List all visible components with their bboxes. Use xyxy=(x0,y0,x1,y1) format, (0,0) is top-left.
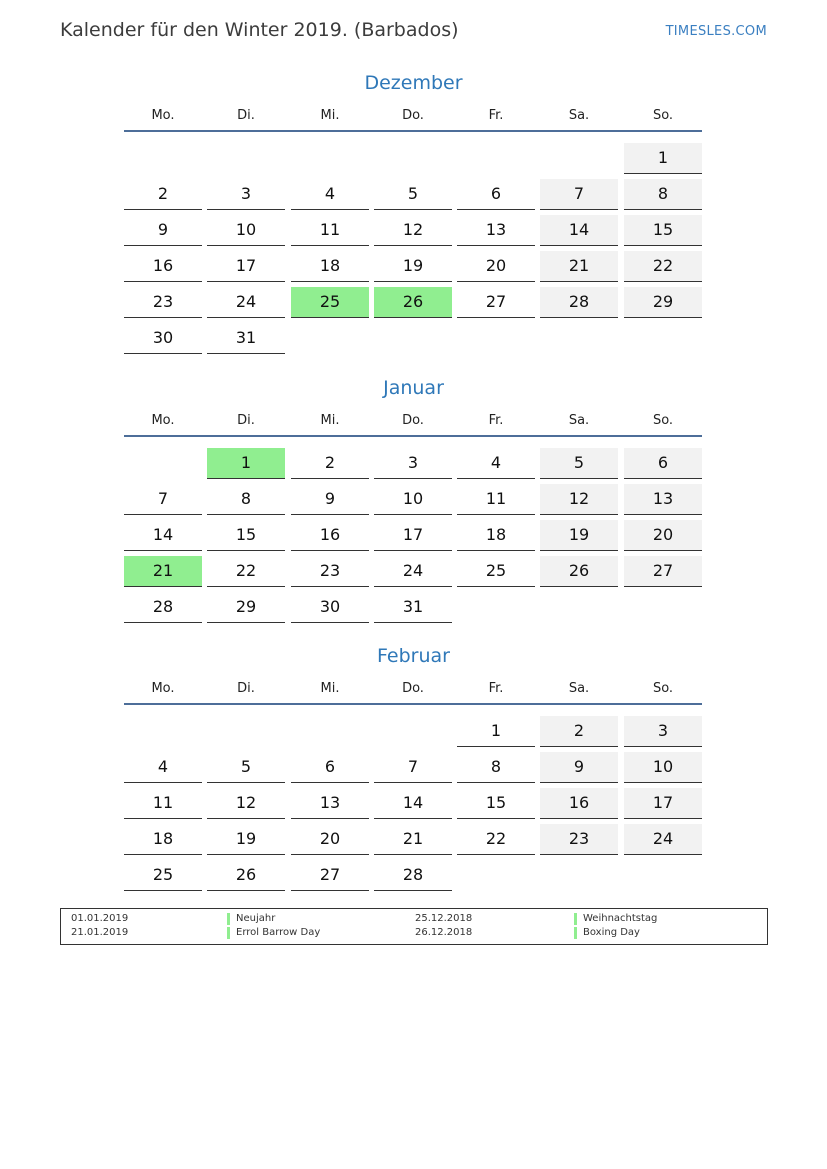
weekday-label: Mo. xyxy=(151,108,175,123)
day-cell: 25 xyxy=(457,556,535,587)
day-cell: 27 xyxy=(624,556,702,587)
holiday-day-cell: 25 xyxy=(291,287,369,318)
holiday-day-cell: 1 xyxy=(207,448,285,479)
day-cell: 2 xyxy=(291,448,369,479)
day-cell: 12 xyxy=(540,484,618,515)
day-cell: 26 xyxy=(540,556,618,587)
day-cell: 30 xyxy=(124,323,202,354)
legend-date: 26.12.2018 xyxy=(415,927,473,938)
month-name: Januar xyxy=(383,377,444,399)
weekday-label: Fr. xyxy=(488,108,504,123)
weekday-label: Mo. xyxy=(151,681,175,696)
weekday-label: Fr. xyxy=(488,681,504,696)
day-cell: 17 xyxy=(207,251,285,282)
day-cell: 28 xyxy=(374,860,452,891)
day-cell: 8 xyxy=(624,179,702,210)
day-cell: 12 xyxy=(207,788,285,819)
day-cell: 14 xyxy=(374,788,452,819)
weekday-label: Di. xyxy=(237,413,255,428)
month-name: Februar xyxy=(377,645,450,667)
day-cell: 15 xyxy=(624,215,702,246)
day-cell: 28 xyxy=(540,287,618,318)
header-rule xyxy=(124,435,702,437)
day-cell: 20 xyxy=(457,251,535,282)
legend-date: 21.01.2019 xyxy=(71,927,129,938)
day-cell: 20 xyxy=(291,824,369,855)
day-cell: 1 xyxy=(457,716,535,747)
day-cell: 18 xyxy=(457,520,535,551)
day-cell: 11 xyxy=(291,215,369,246)
day-cell: 10 xyxy=(207,215,285,246)
day-cell: 6 xyxy=(624,448,702,479)
legend-name: Neujahr xyxy=(227,913,275,925)
holiday-day-cell: 21 xyxy=(124,556,202,587)
day-cell: 24 xyxy=(624,824,702,855)
day-cell: 5 xyxy=(540,448,618,479)
day-cell: 22 xyxy=(457,824,535,855)
legend-date: 01.01.2019 xyxy=(71,913,129,924)
day-cell: 17 xyxy=(624,788,702,819)
day-cell: 1 xyxy=(624,143,702,174)
day-cell: 11 xyxy=(457,484,535,515)
weekday-label: Do. xyxy=(402,681,424,696)
weekday-label: Mo. xyxy=(151,413,175,428)
day-cell: 15 xyxy=(207,520,285,551)
day-cell: 9 xyxy=(124,215,202,246)
weekday-label: Sa. xyxy=(568,413,590,428)
day-cell: 31 xyxy=(207,323,285,354)
weekday-label: So. xyxy=(652,413,674,428)
weekday-label: So. xyxy=(652,681,674,696)
day-cell: 6 xyxy=(291,752,369,783)
day-cell: 7 xyxy=(540,179,618,210)
weekday-label: Mi. xyxy=(320,681,340,696)
day-cell: 5 xyxy=(207,752,285,783)
day-cell: 6 xyxy=(457,179,535,210)
legend-name: Errol Barrow Day xyxy=(227,927,320,939)
day-cell: 3 xyxy=(374,448,452,479)
legend-name: Weihnachtstag xyxy=(574,913,657,925)
day-cell: 16 xyxy=(124,251,202,282)
day-cell: 2 xyxy=(124,179,202,210)
day-cell: 21 xyxy=(374,824,452,855)
day-cell: 29 xyxy=(207,592,285,623)
day-cell: 14 xyxy=(124,520,202,551)
holiday-legend xyxy=(60,908,768,945)
day-cell: 3 xyxy=(207,179,285,210)
day-cell: 29 xyxy=(624,287,702,318)
page-title: Kalender für den Winter 2019. (Barbados) xyxy=(60,19,459,41)
day-cell: 16 xyxy=(540,788,618,819)
weekday-label: Mi. xyxy=(320,413,340,428)
legend-date: 25.12.2018 xyxy=(415,913,473,924)
weekday-label: Mi. xyxy=(320,108,340,123)
day-cell: 7 xyxy=(124,484,202,515)
day-cell: 13 xyxy=(457,215,535,246)
day-cell: 22 xyxy=(624,251,702,282)
day-cell: 9 xyxy=(540,752,618,783)
header-rule xyxy=(124,703,702,705)
brand-link[interactable]: TIMESLES.COM xyxy=(665,24,767,39)
weekday-label: Di. xyxy=(237,681,255,696)
day-cell: 13 xyxy=(291,788,369,819)
day-cell: 7 xyxy=(374,752,452,783)
day-cell: 18 xyxy=(124,824,202,855)
day-cell: 19 xyxy=(374,251,452,282)
day-cell: 18 xyxy=(291,251,369,282)
day-cell: 25 xyxy=(124,860,202,891)
month-name: Dezember xyxy=(364,72,463,94)
day-cell: 27 xyxy=(457,287,535,318)
day-cell: 4 xyxy=(124,752,202,783)
day-cell: 8 xyxy=(207,484,285,515)
day-cell: 8 xyxy=(457,752,535,783)
day-cell: 12 xyxy=(374,215,452,246)
day-cell: 19 xyxy=(207,824,285,855)
weekday-label: So. xyxy=(652,108,674,123)
day-cell: 24 xyxy=(207,287,285,318)
day-cell: 14 xyxy=(540,215,618,246)
weekday-label: Sa. xyxy=(568,108,590,123)
day-cell: 20 xyxy=(624,520,702,551)
weekday-label: Sa. xyxy=(568,681,590,696)
header-rule xyxy=(124,130,702,132)
day-cell: 3 xyxy=(624,716,702,747)
day-cell: 10 xyxy=(374,484,452,515)
legend-name: Boxing Day xyxy=(574,927,640,939)
day-cell: 10 xyxy=(624,752,702,783)
day-cell: 16 xyxy=(291,520,369,551)
holiday-day-cell: 26 xyxy=(374,287,452,318)
day-cell: 28 xyxy=(124,592,202,623)
day-cell: 4 xyxy=(291,179,369,210)
day-cell: 5 xyxy=(374,179,452,210)
day-cell: 9 xyxy=(291,484,369,515)
day-cell: 21 xyxy=(540,251,618,282)
day-cell: 26 xyxy=(207,860,285,891)
day-cell: 17 xyxy=(374,520,452,551)
weekday-label: Fr. xyxy=(488,413,504,428)
day-cell: 11 xyxy=(124,788,202,819)
day-cell: 30 xyxy=(291,592,369,623)
day-cell: 4 xyxy=(457,448,535,479)
day-cell: 13 xyxy=(624,484,702,515)
day-cell: 23 xyxy=(540,824,618,855)
day-cell: 27 xyxy=(291,860,369,891)
day-cell: 23 xyxy=(124,287,202,318)
weekday-label: Do. xyxy=(402,413,424,428)
weekday-label: Do. xyxy=(402,108,424,123)
day-cell: 31 xyxy=(374,592,452,623)
day-cell: 19 xyxy=(540,520,618,551)
day-cell: 23 xyxy=(291,556,369,587)
day-cell: 15 xyxy=(457,788,535,819)
day-cell: 22 xyxy=(207,556,285,587)
day-cell: 2 xyxy=(540,716,618,747)
day-cell: 24 xyxy=(374,556,452,587)
weekday-label: Di. xyxy=(237,108,255,123)
